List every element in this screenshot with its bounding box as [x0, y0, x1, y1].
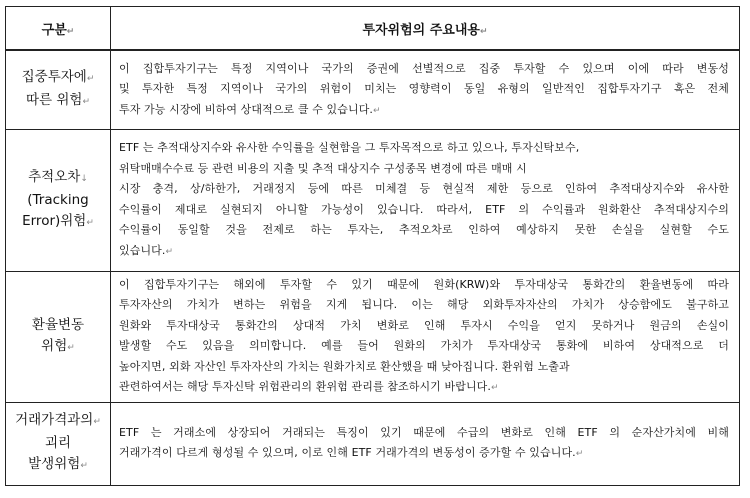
content-line: ETF 는 추적대상지수와 유사한 수익률을 실현함을 그 투자목적으로 하고 있으나, 투자신탁보수, — [119, 141, 580, 154]
content-line: 시장 충격, 상/하한가, 거래정지 등에 따른 미체결 등 현실적 제한 등으로 인하여 추적대상지수와 유사한 — [119, 182, 729, 195]
risk-table — [5, 6, 740, 486]
content-line: 및 투자한 특정 지역이나 국가의 위험이 미치는 영향력이 동일 유형의 일반적인 집합투자기구 혹은 전체 — [119, 82, 729, 95]
category-line: 위험↵ — [41, 337, 75, 354]
content-line: 수익률이 제대로 실현되지 아니할 가능성이 있습니다. 따라서, ETF 의 수익률과 원화환산 추적대상지수의 — [119, 202, 729, 216]
content-cell — [111, 271, 740, 402]
content-line: 위탁매매수수료 등 관련 비용의 지출 및 추적 대상지수 구성종목 변경에 따른 매매 시 — [119, 161, 527, 175]
category-cell — [6, 129, 111, 271]
content-line: ETF 는 거래소에 상장되어 거래되는 특징이 있기 때문에 수급의 변화로 인해 ETF 의 순자산가치에 비해 — [119, 425, 729, 439]
header-category: 구분↵ — [6, 7, 111, 51]
category-cell — [6, 402, 111, 485]
content-line: 이 집합투자기구는 해외에 투자할 수 있기 때문에 원화(KRW)와 투자대상국 통화간의 환율변동에 따라 — [119, 277, 729, 291]
content-cell — [111, 129, 740, 271]
content-line: 있습니다.↵ — [119, 243, 174, 257]
category-line: 괴리 — [44, 435, 72, 451]
content-line: 투자자산의 가치가 변하는 위험을 지게 됩니다. 이는 해당 외화투자자산의 가치가 상승함에도 불구하고 — [119, 298, 729, 311]
table-row — [6, 129, 740, 271]
header-row — [6, 7, 740, 51]
category-line: 추적오차↓ — [28, 168, 88, 185]
header-content: 투자위험의 주요내용↵ — [111, 7, 740, 51]
content-line: 이 집합투자기구는 특정 지역이나 국가의 증권에 선별적으로 집중 투자할 수 있으며 이에 따라 변동성 — [119, 61, 729, 75]
content-cell — [111, 50, 740, 129]
category-cell — [6, 50, 111, 129]
category-line: Error)위험↵ — [22, 212, 94, 229]
category-line: 따른 위험↵ — [25, 91, 90, 108]
table-row — [6, 402, 740, 485]
content-line: 원화와 투자대상국 통화간의 상대적 가치 변화로 인해 투자시 수익을 얻지 못하거나 원금의 손실이 — [119, 318, 729, 332]
category-line: (Tracking — [27, 191, 89, 208]
content-line: 발생할 수도 있음을 의미합니다. 예를 들어 원화의 가치가 투자대상국 통화에 비하여 상대적으로 더 — [119, 339, 729, 352]
content-line: 거래가격이 다르게 형성될 수 있으며, 이로 인해 ETF 거래가격의 변동성이 증가할 수 있습니다.↵ — [119, 446, 584, 459]
table-row — [6, 271, 740, 402]
content-line: 투자 가능 시장에 비하여 상대적으로 클 수 있습니다.↵ — [119, 102, 381, 116]
content-cell — [111, 402, 740, 485]
table-row — [6, 50, 740, 129]
category-line: 환율변동 — [31, 316, 85, 333]
content-line: 수익률이 동일할 것을 전제로 하는 투자는, 추적오차로 인하여 예상하지 못한 손실을 실현할 수도 — [119, 223, 729, 236]
content-line: 높아지면, 외화 자산인 투자자산의 가치는 원화가치로 환산했을 때 낮아집니다. 환위험 노출과 — [119, 359, 570, 373]
content-line: 관련하여서는 해당 투자신탁 위험관리의 환위험 관리를 참조하시기 바랍니다.↵ — [119, 380, 499, 393]
category-line: 거래가격과의↵ — [15, 412, 101, 428]
category-line: 집중투자에↵ — [21, 68, 95, 85]
category-line: 발생위험↵ — [28, 456, 88, 472]
category-cell — [6, 271, 111, 402]
